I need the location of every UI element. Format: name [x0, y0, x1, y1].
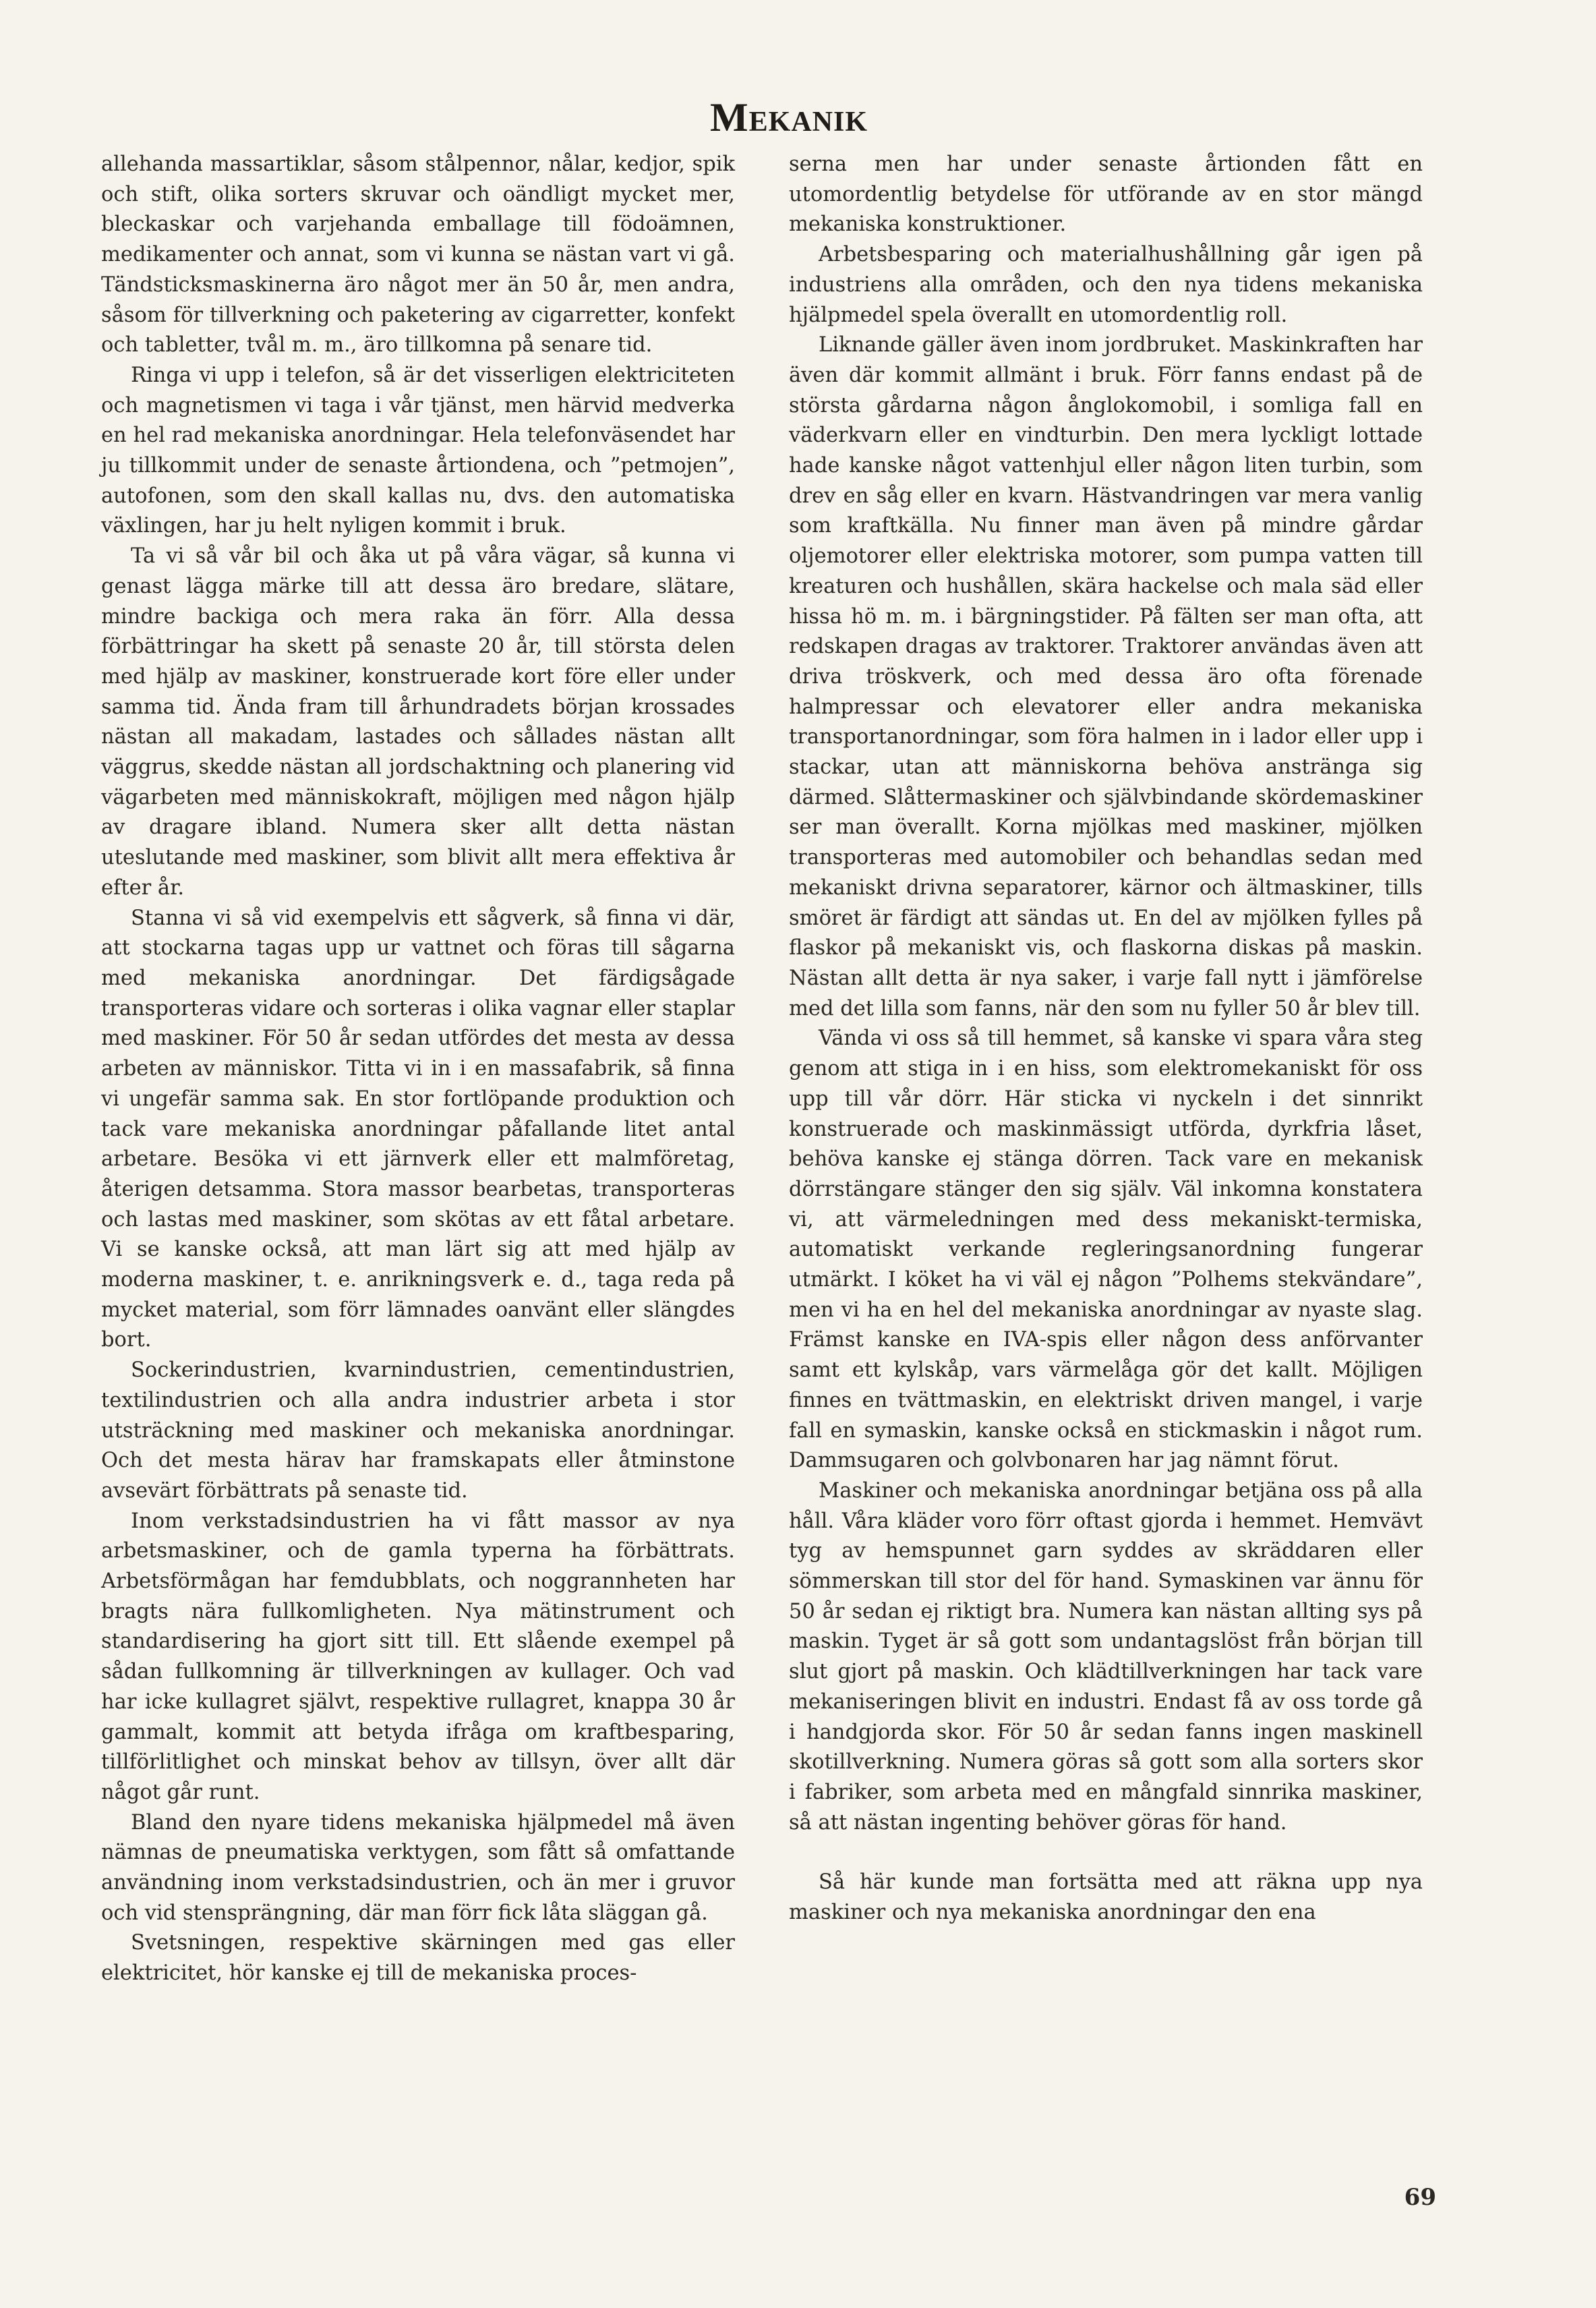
paragraph: Maskiner och mekaniska anordningar betjäna oss på alla håll. Våra kläder voro förr oftast gjorda i hemmet. Hemvävt tyg av hemspunnet garn syddes av skräddaren eller sömmerskan till stor del för hand. Symaskinen var ännu för 50 år sedan ej riktigt bra. Numera kan nästan allting sys på maskin. Tyget är så gott som undantagslöst från början till slut gjort på maskin. Och klädtillverkningen har tack vare mekaniseringen blivit en industri. Endast få av oss torde gå i handgjorda skor. För 50 år sedan fanns ingen maskinell skotillverkning. Numera göras så gott som alla sorters skor i fabriker, som arbeta med en mångfald sinnrika maskiner, så att nästan ingenting behöver göras för hand.	[789, 1478, 1423, 1835]
paragraph: Inom verkstadsindustrien ha vi fått massor av nya arbetsmaskiner, och de gamla typerna ha förbättrats. Arbetsförmågan har femdubblats, och noggrannheten har bragts nära fullkomligheten. Nya mätinstrument och standardisering ha gjort sitt till. Ett slående exempel på sådan fullkomning är tillverkningen av kullager. Och vad har icke kullagret självt, respektive rullagret, knappa 30 år gammalt, kommit att betyda ifråga om kraftbesparing, tillförlitlighet och minskat behov av tillsyn, över allt där något går runt.	[101, 1509, 735, 1804]
left-column	[101, 150, 735, 1989]
paragraph: Vända vi oss så till hemmet, så kanske vi spara våra steg genom att stiga in i en hiss, som elektromekaniskt för oss upp till vår dörr. Här sticka vi nyckeln i det sinnrikt konstruerade och maskinmässigt utförda, dyrkfria låset, behöva kanske ej stänga dörren. Tack vare en mekanisk dörrstängare stänger den sig själv. Väl inkomna konstatera vi, att värmeledningen med dess mekaniskt-termiska, automatiskt verkande regleringsanordning fungerar utmärkt. I köket ha vi väl ej någon ”Polhems stekvändare”, men vi ha en hel del mekaniska anordningar av nyaste slag. Främst kanske en IVA-spis eller någon dess anförvanter samt ett kylskåp, vars värmelåga gör det kallt. Möjligen finnes en tvättmaskin, en elektriskt driven mangel, i varje fall en symaskin, kanske också en stickmaskin i något rum. Dammsugaren och golvbonaren har jag nämnt förut.	[789, 1027, 1423, 1473]
right-column	[789, 150, 1423, 1928]
paragraph: Stanna vi så vid exempelvis ett sågverk, så finna vi där, att stockarna tagas upp ur vattnet och föras till sågarna med mekaniska anordningar. Det färdigsågade transporteras vidare och sorteras i olika vagnar eller staplar med maskiner. För 50 år sedan utfördes det mesta av dessa arbeten av människor. Titta vi in i en massafabrik, så finna vi ungefär samma sak. En stor fortlöpande produktion och tack vare mekaniska anordningar påfallande litet antal arbetare. Besöka vi ett järnverk eller ett malmföretag, återigen detsamma. Stora massor bearbetas, transporteras och lastas med maskiner, som skötas av ett fåtal arbetare. Vi se kanske också, att man lärt sig att med hjälp av moderna maskiner, t. e. anrikningsverk e. d., taga reda på mycket material, som förr lämnades oanvänt eller slängdes bort.	[101, 906, 735, 1352]
paragraph: Arbetsbesparing och materialhushållning går igen på industriens alla områden, och den nya tidens mekaniska hjälpmedel spela överallt en utomordentlig roll.	[789, 243, 1423, 327]
paragraph: serna men har under senaste årtionden fått en utomordentlig betydelse för utförande av en stor mängd mekaniska konstruktioner.	[789, 152, 1423, 237]
paragraph: Bland den nyare tidens mekaniska hjälpmedel må även nämnas de pneumatiska verktygen, som fått så omfattande användning inom verkstadsindustrien, och än mer i gruvor och vid stensprängning, där man förr fick låta släggan gå.	[101, 1810, 735, 1925]
page-number: 69	[1404, 2184, 1436, 2211]
paragraph: Ta vi så vår bil och åka ut på våra vägar, så kunna vi genast lägga märke till att dessa äro bredare, slätare, mindre backiga och mera raka än förr. Alla dessa förbättringar ha skett på senaste 20 år, till största delen med hjälp av maskiner, konstruerade kort före eller under samma tid. Ända fram till århundradets början krossades nästan all makadam, lastades och sållades nästan allt väggrus, skedde nästan all jordschaktning och planering vid vägarbeten med människokraft, möjligen med någon hjälp av dragare ibland. Numera sker allt detta nästan uteslutande med maskiner, som blivit allt mera effektiva år efter år.	[101, 544, 735, 900]
paragraph: allehanda massartiklar, såsom stålpennor, nålar, kedjor, spik och stift, olika sorters skruvar och oändligt mycket mer, bleckaskar och varjehanda emballage till födoämnen, medikamenter och annat, som vi kunna se nästan vart vi gå. Tändsticksmaskinerna äro något mer än 50 år, men andra, såsom för tillverkning och paketering av cigarretter, konfekt och tabletter, tvål m. m., äro tillkomna på senare tid.	[101, 152, 735, 357]
paragraph: Så här kunde man fortsätta med att räkna upp nya maskiner och nya mekaniska anordningar den ena	[789, 1870, 1423, 1925]
paragraph: Liknande gäller även inom jordbruket. Maskinkraften har även där kommit allmänt i bruk. Förr fanns endast på de största gårdarna någon ånglokomobil, i somliga fall en väderkvarn eller en vindturbin. Den mera lyckligt lottade hade kanske något vattenhjul eller någon liten turbin, som drev en såg eller en kvarn. Hästvandringen var mera vanlig som kraftkälla. Nu finner man även på mindre gårdar oljemotorer eller elektriska motorer, som pumpa vatten till kreaturen och hushållen, skära hackelse och mala säd eller hissa hö m. m. i bärgningstider. På fälten ser man ofta, att redskapen dragas av traktorer. Traktorer användas även att driva tröskverk, och med dessa äro ofta förenade halmpressar och elevatorer eller andra mekaniska transportanordningar, som föra halmen in i lador eller upp i stackar, utan att människorna behöva anstränga sig därmed. Slåttermaskiner och självbindande skördemaskiner ser man överallt. Korna mjölkas med maskiner, mjölken transporteras med automobiler och behandlas sedan med mekaniskt drivna separatorer, kärnor och ältmaskiner, tills smöret är färdigt att sändas ut. En del av mjölken fylles på flaskor på mekaniskt vis, och flaskorna diskas på maskin. Nästan allt detta är nya saker, i varje fall nytt i jämförelse med det lilla som fanns, när den som nu fyller 50 år blev till.	[789, 333, 1423, 1020]
paragraph: Svetsningen, respektive skärningen med gas eller elektricitet, hör kanske ej till de mekaniska proces-	[101, 1931, 735, 1986]
section-header: Mekanik	[710, 95, 868, 140]
paragraph: Sockerindustrien, kvarnindustrien, cementindustrien, textilindustrien och alla andra industrier arbeta i stor utsträckning med maskiner och mekaniska anordningar. Och det mesta härav har framskapats eller åtminstone avsevärt förbättrats på senaste tid.	[101, 1358, 735, 1503]
paragraph: Ringa vi upp i telefon, så är det visserligen elektriciteten och magnetismen vi taga i vår tjänst, men härvid medverka en hel rad mekaniska anordningar. Hela telefonväsendet har ju tillkommit under de senaste årtiondena, och ”petmojen”, autofonen, som den skall kallas nu, dvs. den automatiska växlingen, har ju helt nyligen kommit i bruk.	[101, 363, 735, 538]
